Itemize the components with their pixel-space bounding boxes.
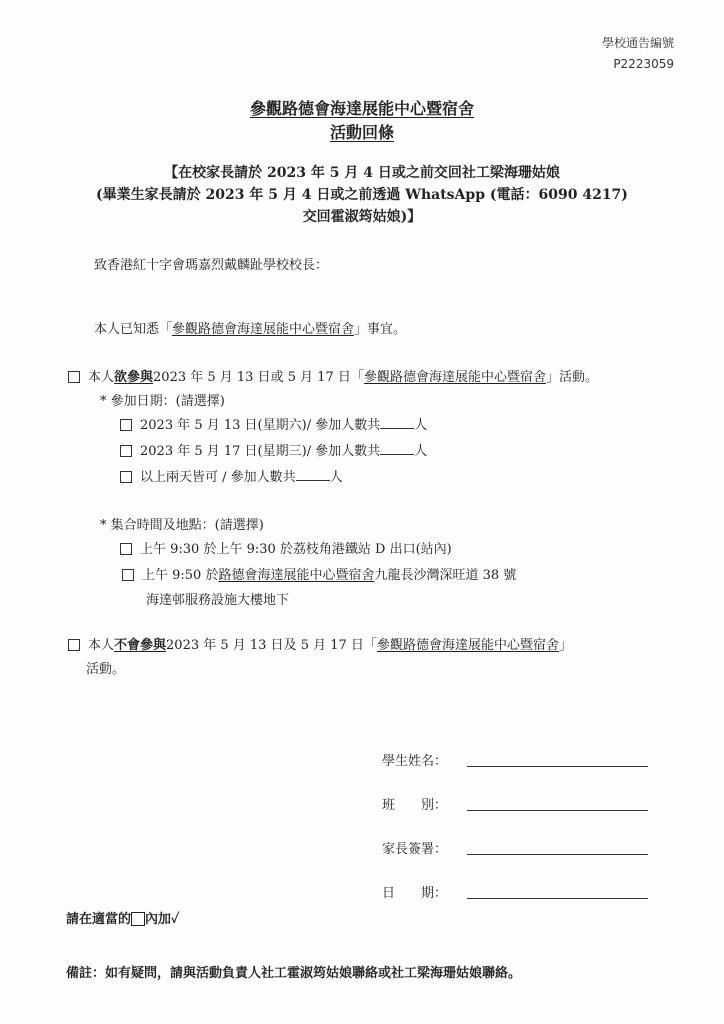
class-label: 班 別： <box>382 798 448 813</box>
date-3-checkbox[interactable] <box>120 471 132 483</box>
not-attend-line2: 活動。 <box>86 662 126 677</box>
date-3-unit: 人 <box>329 470 343 485</box>
meeting-2-suffix: 九龍長沙灣深旺道 38 號 <box>374 568 517 583</box>
date-1-text: 2023 年 5 月 13 日(星期六)/ 參加人數共 <box>140 418 381 433</box>
date-2-checkbox[interactable] <box>120 445 132 457</box>
acknowledge-suffix: 」事宜。 <box>354 322 407 337</box>
remark: 備註：如有疑問，請與活動負責人社工霍淑筠姑娘聯絡或社工梁海珊姑娘聯絡。 <box>66 966 522 981</box>
date-1-checkbox[interactable] <box>120 419 132 431</box>
acknowledge-line <box>94 318 406 337</box>
date-2-text: 2023 年 5 月 17 日(星期三)/ 參加人數共 <box>140 444 381 459</box>
instruction-line2: (畢業生家長請於 2023 年 5 月 4 日或之前透過 WhatsApp (電話：6090 4217) <box>96 187 628 203</box>
not-attend-dates: 2023 年 5 月 13 日及 5 月 17 日「 <box>166 638 377 653</box>
meeting-2-place: 路德會海達展能中心暨宿舍 <box>218 568 375 583</box>
date-label: 日 期： <box>382 886 448 901</box>
attend-dates: 2023 年 5 月 13 日或 5 月 17 日「 <box>153 370 364 385</box>
parent-signature-field[interactable] <box>467 854 648 855</box>
meeting-1-text: 上午 9:30 於上午 9:30 於荔枝角港鐵站 D 出口(站內) <box>140 542 452 557</box>
not-attend-checkbox[interactable] <box>68 639 80 651</box>
checkbox-icon <box>131 912 145 926</box>
student-name-field[interactable] <box>467 766 648 767</box>
date-3-text: 以上兩天皆可 / 參加人數共 <box>140 470 296 485</box>
option-attend <box>68 366 598 385</box>
meeting-1-checkbox[interactable] <box>120 543 132 555</box>
meeting-2-prefix: 上午 9:50 於 <box>142 568 219 583</box>
option-not-attend <box>68 634 572 653</box>
attend-checkbox[interactable] <box>68 371 80 383</box>
page-title <box>0 96 724 119</box>
student-name-label: 學生姓名： <box>382 754 448 769</box>
parent-signature-label: 家長簽署： <box>382 842 448 857</box>
instruction-line1: 【在校家長請於 2023 年 5 月 4 日或之前交回社工梁海珊姑娘 <box>164 165 560 181</box>
tick-suffix: 內加✓ <box>145 912 180 927</box>
date-field[interactable] <box>467 898 648 899</box>
date-option-3 <box>120 466 343 485</box>
notice-number-label: 學校通告編號 <box>601 36 674 50</box>
tick-prefix: 請在適當的 <box>66 912 132 927</box>
notice-number: P2223059 <box>613 57 674 71</box>
date-option-2 <box>120 440 427 459</box>
class-field[interactable] <box>467 810 648 811</box>
date-heading: * 參加日期：(請選擇) <box>100 394 225 409</box>
date-1-unit: 人 <box>414 418 428 433</box>
salutation: 致香港紅十字會瑪嘉烈戴麟趾學校校長： <box>94 258 329 273</box>
date-3-count-field[interactable] <box>296 468 330 481</box>
meeting-2-address-line2: 海達邨服務設施大樓地下 <box>146 593 290 608</box>
page-subtitle <box>0 120 724 143</box>
date-2-unit: 人 <box>414 444 428 459</box>
date-2-count-field[interactable] <box>380 442 414 455</box>
meeting-heading: * 集合時間及地點：(請選擇) <box>100 518 264 533</box>
acknowledge-prefix: 本人已知悉「 <box>94 322 173 337</box>
meeting-option-1 <box>120 538 452 557</box>
tick-instruction <box>66 908 179 927</box>
not-attend-prefix: 本人 <box>88 638 115 653</box>
not-attend-event: 參觀路德會海達展能中心暨宿舍 <box>376 638 559 653</box>
title-line2: 活動回條 <box>329 123 394 142</box>
date-option-1 <box>120 414 427 433</box>
meeting-2-checkbox[interactable] <box>122 569 134 581</box>
attend-emphasis: 欲參與 <box>114 370 154 385</box>
date-1-count-field[interactable] <box>380 416 414 429</box>
not-attend-suffix: 」 <box>558 638 572 653</box>
attend-prefix: 本人 <box>88 370 115 385</box>
acknowledge-event: 參觀路德會海達展能中心暨宿舍 <box>172 322 355 337</box>
meeting-option-2 <box>122 564 516 583</box>
not-attend-emphasis: 不會參與 <box>114 638 167 653</box>
title-line1: 參觀路德會海達展能中心暨宿舍 <box>249 99 474 118</box>
attend-event: 參觀路德會海達展能中心暨宿舍 <box>363 370 546 385</box>
attend-suffix: 」活動。 <box>545 370 598 385</box>
instruction-line3: 交回霍淑筠姑娘)】 <box>302 209 422 225</box>
